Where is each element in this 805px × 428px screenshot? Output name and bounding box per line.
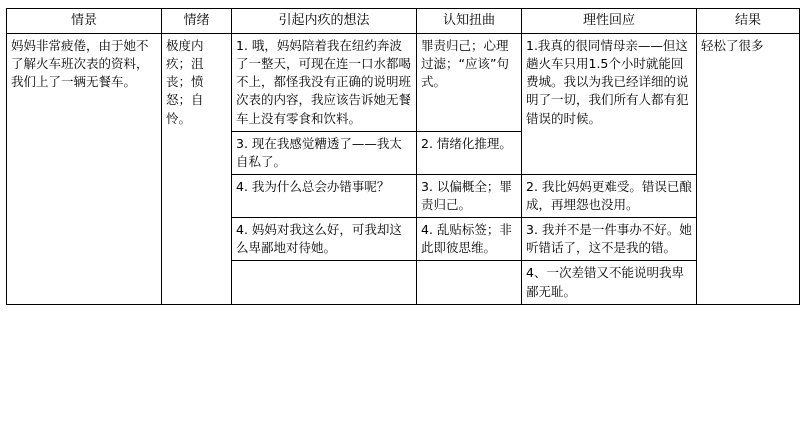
cell-thought-2: 3. 现在我感觉糟透了——我太自私了。 [232, 131, 417, 174]
column-header-situation: 情景 [7, 9, 162, 34]
column-header-thought: 引起内疚的想法 [232, 9, 417, 34]
table-body [7, 34, 800, 305]
cell-thought-blank [232, 261, 417, 304]
column-header-rational-response: 理性回应 [522, 9, 697, 34]
table-row [7, 34, 800, 132]
cell-rational-2: 2. 我比妈妈更难受。错误已酿成，再埋怨也没用。 [522, 174, 697, 217]
column-header-distortion: 认知扭曲 [417, 9, 522, 34]
cell-thought-1: 1. 哦，妈妈陪着我在纽约奔波了一整天，可现在连一口水都喝不上，都怪我没有正确的说明班次表的内容，我应该告诉她无餐车上没有零食和饮料。 [232, 34, 417, 132]
cell-emotion: 极度内疚；沮丧；愤怒；自怜。 [162, 34, 232, 305]
cell-rational-4: 4、一次差错又不能说明我卑鄙无耻。 [522, 261, 697, 304]
table-header-row [7, 9, 800, 34]
cell-result: 轻松了很多 [697, 34, 800, 305]
column-header-emotion: 情绪 [162, 9, 232, 34]
cell-distortion-2: 2. 情绪化推理。 [417, 131, 522, 174]
cell-thought-4: 4. 妈妈对我这么好，可我却这么卑鄙地对待她。 [232, 218, 417, 261]
cell-distortion-3: 3. 以偏概全；罪责归己。 [417, 174, 522, 217]
cell-rational-3: 3. 我并不是一件事办不好。她听错话了，这不是我的错。 [522, 218, 697, 261]
column-header-result: 结果 [697, 9, 800, 34]
table-header [7, 9, 800, 34]
cell-situation: 妈妈非常疲倦，由于她不了解火车班次表的资料，我们上了一辆无餐车。 [7, 34, 162, 305]
cell-rational-1: 1.我真的很同情母亲——但这趟火车只用1.5个小时就能回费城。我以为我已经详细的说明了一切，我们所有人都有犯错误的时候。 [522, 34, 697, 175]
cell-distortion-blank [417, 261, 522, 304]
cell-distortion-4: 4. 乱贴标签；非此即彼思维。 [417, 218, 522, 261]
cell-distortion-1: 罪责归己；心理过滤；“应该”句式。 [417, 34, 522, 132]
cbt-thought-record-table [6, 8, 800, 305]
cell-thought-3: 4. 我为什么总会办错事呢？ [232, 174, 417, 217]
